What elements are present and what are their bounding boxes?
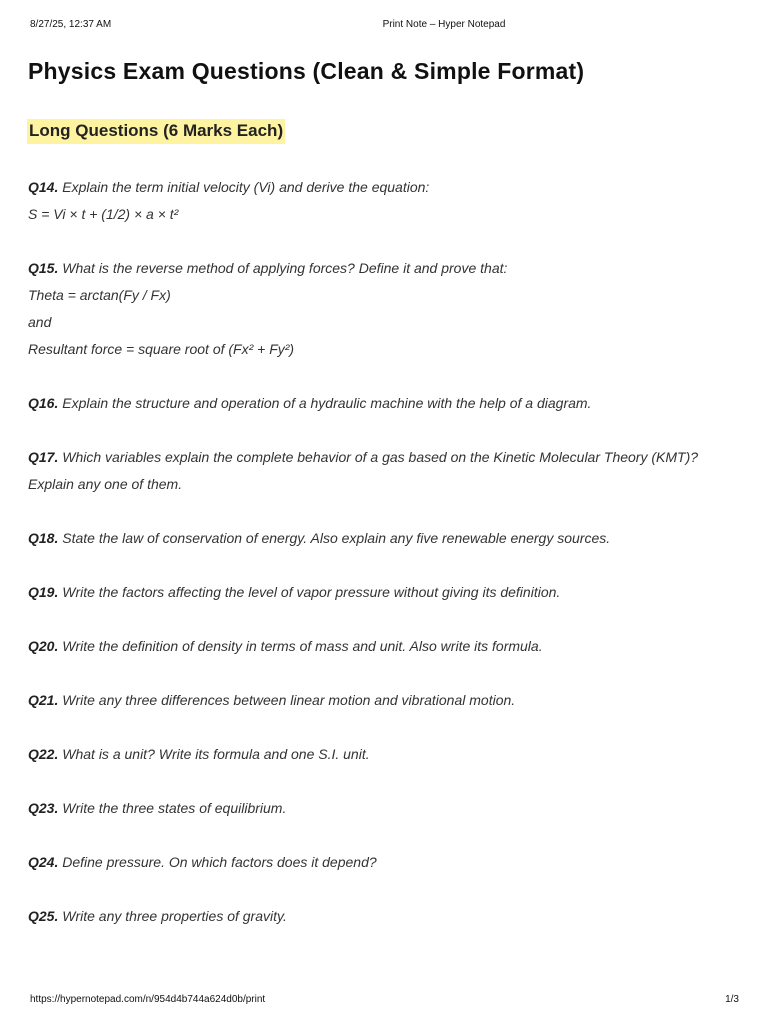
question-number: Q16.: [28, 395, 59, 411]
question-text: Explain the structure and operation of a hydraulic machine with the help of a diagram.: [62, 395, 592, 411]
question-item: [28, 444, 743, 498]
question-number: Q21.: [28, 692, 59, 708]
question-item: [28, 903, 743, 930]
question-item: [28, 633, 743, 660]
question-number: Q23.: [28, 800, 59, 816]
question-text: Explain the term initial velocity (Vi) and derive the equation:: [62, 179, 430, 195]
question-number: Q25.: [28, 908, 59, 924]
question-number: Q15.: [28, 260, 59, 276]
question-list: [28, 174, 743, 957]
question-number: Q19.: [28, 584, 59, 600]
question-text: Define pressure. On which factors does it depend?: [62, 854, 377, 870]
page-number: 1/3: [725, 994, 739, 1005]
print-url: https://hypernotepad.com/n/954d4b744a624d0b/print: [30, 994, 266, 1005]
section-heading: Long Questions (6 Marks Each): [27, 119, 285, 144]
question-text: What is a unit? Write its formula and one S.I. unit.: [62, 746, 370, 762]
question-formula-line: Theta = arctan(Fy / Fx): [28, 287, 171, 303]
question-text: Write the definition of density in terms of mass and unit. Also write its formula.: [62, 638, 543, 654]
question-number: Q24.: [28, 854, 59, 870]
question-item: [28, 525, 743, 552]
question-number: Q18.: [28, 530, 59, 546]
question-text: Write any three differences between linear motion and vibrational motion.: [62, 692, 516, 708]
question-text: Write any three properties of gravity.: [62, 908, 287, 924]
question-text: Which variables explain the complete behavior of a gas based on the Kinetic Molecular Theory (KMT)? Explain any one of them.: [28, 449, 699, 492]
question-item: [28, 849, 743, 876]
print-datetime: 8/27/25, 12:37 AM: [30, 19, 112, 30]
print-header: [0, 19, 768, 33]
question-item: [28, 174, 743, 228]
question-item: [28, 795, 743, 822]
question-item: [28, 741, 743, 768]
question-number: Q14.: [28, 179, 59, 195]
question-item: [28, 390, 743, 417]
question-number: Q20.: [28, 638, 59, 654]
question-formula-line: and: [28, 314, 52, 330]
print-page-title: Print Note – Hyper Notepad: [382, 19, 506, 30]
question-text: Write the three states of equilibrium.: [62, 800, 287, 816]
question-formula-line: S = Vi × t + (1/2) × a × t²: [28, 206, 179, 222]
document-title: Physics Exam Questions (Clean & Simple Format): [28, 58, 585, 84]
question-item: [28, 687, 743, 714]
question-text: Write the factors affecting the level of vapor pressure without giving its definition.: [62, 584, 561, 600]
question-text: What is the reverse method of applying forces? Define it and prove that:: [62, 260, 508, 276]
question-item: [28, 255, 743, 363]
question-text: State the law of conservation of energy. Also explain any five renewable energy sources.: [62, 530, 611, 546]
print-footer: [0, 994, 768, 1008]
question-formula-line: Resultant force = square root of (Fx² + Fy²): [28, 341, 295, 357]
question-item: [28, 579, 743, 606]
question-number: Q17.: [28, 449, 59, 465]
question-number: Q22.: [28, 746, 59, 762]
